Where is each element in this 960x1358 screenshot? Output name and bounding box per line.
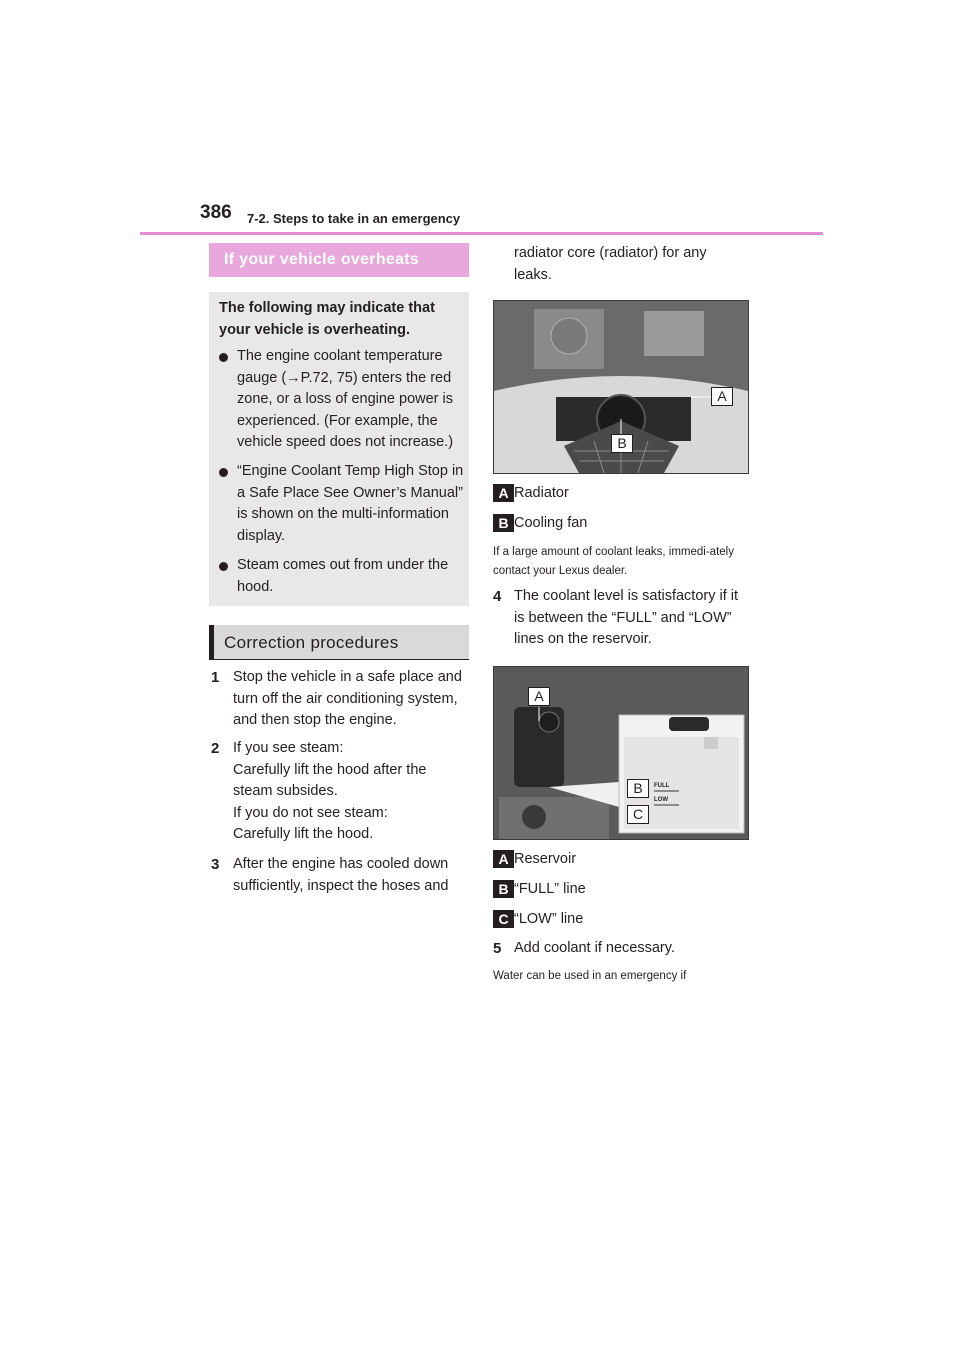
step-number: 5 [493, 940, 502, 957]
figure2-label-b: B [627, 779, 649, 798]
overheat-heading [209, 243, 469, 277]
step-number: 4 [493, 588, 502, 605]
leak-note: If a large amount of coolant leaks, immedi-ately contact your Lexus dealer. [493, 546, 734, 577]
inset-low-mark: LOW [654, 797, 668, 803]
step-1-text: Stop the vehicle in a safe place and turn off the air conditioning system, and then stop the engine. [233, 669, 462, 728]
section-title: 7-2. Steps to take in an emergency [247, 211, 461, 226]
legend-key-b: B [493, 514, 514, 532]
overheat-heading-text: If your vehicle overheats [224, 251, 420, 268]
overheat-bullet-1: The engine coolant temperature gauge (→P.72, 75) enters the red zone, or a loss of engine power is experienced. (For example, the vehicle speed does not increase.) [237, 348, 454, 450]
reservoir-photo [493, 666, 749, 840]
step-3-continued-text: radiator core (radiator) for any leaks. [514, 245, 707, 283]
legend-full-line: “FULL” line [514, 881, 586, 897]
correction-heading [209, 625, 469, 659]
correction-heading-rule [209, 659, 469, 660]
legend-key-c: C [493, 910, 514, 928]
legend-low-line: “LOW” line [514, 911, 584, 927]
overheat-bullet-2: “Engine Coolant Temp High Stop in a Safe Place See Owner’s Manual” is shown on the multi-information display. [237, 463, 464, 544]
radiator-photo [493, 300, 749, 474]
overheat-intro: The following may indicate that your vehicle is overheating. [219, 300, 435, 338]
bullet-icon [219, 468, 228, 477]
step-number: 3 [211, 856, 220, 873]
legend-reservoir: Reservoir [514, 851, 577, 867]
bullet-icon [219, 562, 228, 571]
legend-cooling-fan: Cooling fan [514, 515, 588, 531]
legend-key-b: B [493, 880, 514, 898]
header-rule [140, 232, 823, 235]
figure1-label-b: B [611, 434, 633, 453]
step-5-text: Add coolant if necessary. [514, 940, 675, 956]
correction-heading-text: Correction procedures [224, 633, 399, 652]
water-note: Water can be used in an emergency if [493, 970, 687, 982]
legend-key-a: A [493, 850, 514, 868]
step-3-text: After the engine has cooled down sufficiently, inspect the hoses and [233, 856, 449, 894]
step-2-text: If you see steam: Carefully lift the hood after the steam subsides. If you do not see steam: Carefully lift the hood. [233, 740, 427, 842]
figure2-label-a: A [528, 687, 550, 706]
legend-key-a: A [493, 484, 514, 502]
step-4-text: The coolant level is satisfactory if it is between the “FULL” and “LOW” lines on the reservoir. [514, 588, 739, 647]
figure2-label-c: C [627, 805, 649, 824]
figure1-label-a: A [711, 387, 733, 406]
overheat-bullet-3: Steam comes out from under the hood. [237, 557, 449, 595]
legend-radiator: Radiator [514, 485, 569, 501]
inset-full-mark: FULL [654, 783, 670, 789]
bullet-icon [219, 353, 228, 362]
step-number: 1 [211, 669, 220, 686]
page-number: 386 [200, 202, 232, 223]
step-number: 2 [211, 740, 220, 757]
